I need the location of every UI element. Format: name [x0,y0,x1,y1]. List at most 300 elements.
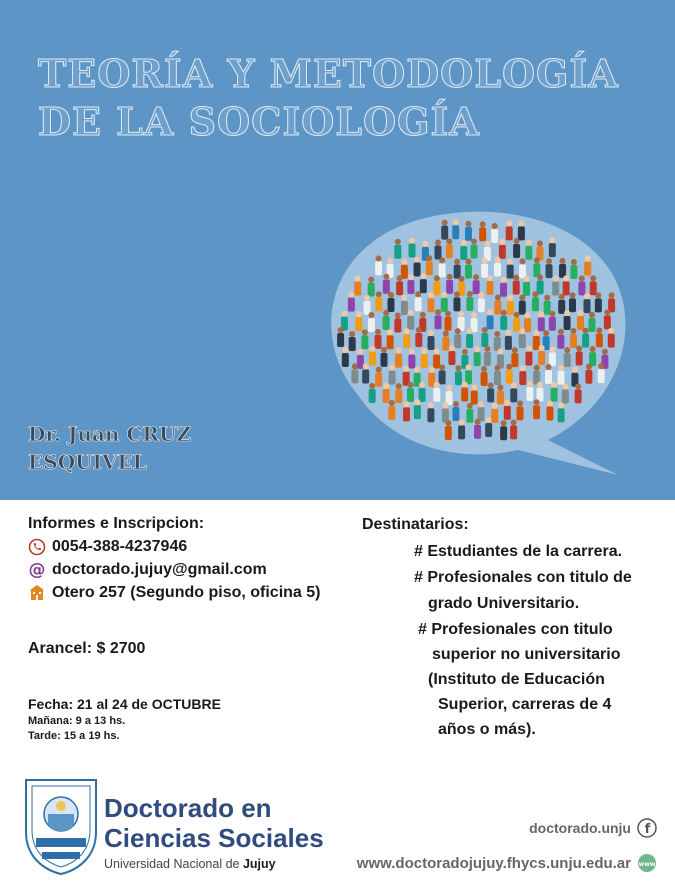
crowd-person-body [494,263,501,277]
crowd-person-body [403,334,410,348]
crowd-person-head [445,311,451,317]
crowd-person-head [563,275,569,281]
crowd-person-head [537,274,543,280]
crowd-person-head [445,420,451,426]
crowd-person-body [414,262,421,276]
crowd-person-body [491,229,498,243]
crowd-person-body [395,389,402,403]
phone-row [28,535,320,558]
crowd-person-head [572,367,578,373]
crowd-person-head [482,327,488,333]
crowd-person-head [519,295,525,301]
audience-line: grado Universitario. [428,595,580,612]
program-name-line1: Doctorado en [104,793,272,823]
address-row [28,581,320,604]
crowd-person-body [582,334,589,348]
crowd-person-body [546,406,553,420]
crowd-person-body [428,336,435,350]
crowd-person-body [524,318,531,332]
crowd-person-body [500,426,507,440]
crowd-person-head [608,328,614,334]
crowd-person-body [497,390,504,404]
crowd-person-head [558,365,564,371]
crowd-person-body [427,298,434,312]
crowd-person-body [454,265,461,279]
crowd-person-body [518,226,525,240]
crowd-person-body [526,387,533,401]
crowd-person-body [348,298,355,312]
crowd-person-body [525,246,532,260]
crowd-person-body [351,369,358,383]
crowd-person-head [585,256,591,262]
crowd-person-body [510,425,517,439]
crowd-person-head [404,328,410,334]
crowd-person-body [364,301,371,315]
crowd-person-head [389,365,395,371]
crowd-person-head [537,382,543,388]
crowd-person-body [383,316,390,330]
crowd-person-head [396,383,402,389]
crowd-person-body [439,263,446,277]
crowd-person-head [389,400,395,406]
crowd-person-head [506,364,512,370]
crowd-person-head [453,219,459,225]
crowd-person-body [368,318,375,332]
crowd-person-head [598,363,604,369]
crowd-person-head [488,382,494,388]
crowd-person-body [576,351,583,365]
crowd-person-body [375,261,382,275]
crowd-person-head [532,291,538,297]
crowd-person-head [434,348,440,354]
crowd-person-body [546,264,553,278]
crowd-person-body [387,335,394,349]
crowd-person-head [387,329,393,335]
crowd-person-head [551,382,557,388]
crowd-person-body [519,334,526,348]
crowd-person-head [428,330,434,336]
crowd-person-head [455,365,461,371]
crowd-person-body [486,281,493,295]
at-icon [28,561,46,579]
crowd-person-head [368,312,374,318]
crowd-person-body [403,407,410,421]
crowd-person-head [513,275,519,281]
crowd-person-head [526,346,532,352]
crowd-person-body [433,281,440,295]
crowd-person-head [564,310,570,316]
crowd-person-head [465,259,471,265]
crowd-person-body [394,245,401,259]
crowd-person-head [395,239,401,245]
author-line2: ESQUIVEL [28,450,147,474]
crowd-person-body [519,301,526,315]
crowd-person-head [559,294,565,300]
crowd-person-body [383,280,390,294]
crowd-person-head [461,240,467,246]
crowd-person-head [570,328,576,334]
crowd-person-head [383,274,389,280]
crowd-person-head [428,402,434,408]
crowd-person-head [342,347,348,353]
crowd-person-body [608,334,615,348]
crowd-person-body [426,261,433,275]
crowd-person-body [525,352,532,366]
crowd-person-body [407,280,414,294]
crowd-person-body [484,352,491,366]
crowd-person-head [547,400,553,406]
crowd-person-body [558,408,565,422]
crowd-person-head [504,400,510,406]
crowd-person-head [519,328,525,334]
crowd-person-head [575,383,581,389]
crowd-person-head [497,348,503,354]
crowd-person-head [494,331,500,337]
author-name [28,420,191,476]
crowd-person-head [487,309,493,315]
crowd-person-head [368,277,374,283]
crowd-person-body [549,243,556,257]
crowd-person-body [474,352,481,366]
crowd-person-body [395,354,402,368]
crowd-person-body [507,301,514,315]
crowd-person-body [487,388,494,402]
crowd-person-head [478,292,484,298]
crowd-person-body [538,317,545,331]
crowd-person-body [513,318,520,332]
crowd-person-body [523,282,530,296]
crowd-person-head [419,382,425,388]
crowd-person-head [558,402,564,408]
www-icon[interactable] [637,853,657,873]
crowd-person-body [396,281,403,295]
crowd-person-body [454,334,461,348]
crowd-person-body [577,316,584,330]
crowd-person-body [375,373,382,387]
crowd-person-head [511,382,517,388]
crowd-person-head [546,258,552,264]
crowd-person-head [492,223,498,229]
crowd-person-head [602,349,608,355]
crowd-person-head [486,417,492,423]
crowd-person-body [552,281,559,295]
crowd-person-head [520,258,526,264]
crowd-person-head [376,255,382,261]
email-row [28,558,320,581]
crowd-person-head [401,259,407,265]
crowd-person-body [387,298,394,312]
crowd-person-head [426,255,432,261]
crowd-person-head [465,221,471,227]
crowd-person-body [446,244,453,258]
crowd-person-head [356,311,362,317]
crowd-person-body [407,316,414,330]
crowd-person-head [422,241,428,247]
crowd-person-head [560,258,566,264]
crowd-person-body [452,407,459,421]
crowd-person-body [510,388,517,402]
crowd-person-body [435,315,442,329]
morning-hours: Mañana: 9 a 13 hs. [28,715,126,727]
crowd-person-body [481,333,488,347]
crowd-person-body [388,406,395,420]
crowd-person-body [433,388,440,402]
crowd-person-body [473,280,480,294]
crowd-person-body [434,246,441,260]
crowd-person-body [562,390,569,404]
crowd-person-body [349,337,356,351]
crowd-person-head [407,382,413,388]
crowd-person-body [389,371,396,385]
audience-line: años o más). [438,721,536,738]
crowd-person-body [401,301,408,315]
crowd-person-head [434,275,440,281]
crowd-person-head [357,349,363,355]
crowd-person-head [590,275,596,281]
program-name-line2: Ciencias Sociales [104,823,324,853]
svg-text:www: www [638,861,656,868]
crowd-person-head [454,259,460,265]
crowd-person-head [338,327,344,333]
crowd-person-head [388,292,394,298]
crowd-person-head [471,238,477,244]
crowd-person-body [474,425,481,439]
crowd-person-head [455,328,461,334]
crowd-person-head [473,274,479,280]
university-prefix: Universidad Nacional de [104,857,243,871]
contact-info [28,513,320,604]
crowd-person-head [514,312,520,318]
crowd-person-body [506,370,513,384]
university-name [104,855,324,873]
crowd-person-head [549,346,555,352]
crowd-person-body [478,298,485,312]
crowd-person-body [369,352,376,366]
crowd-person-head [609,292,615,298]
facebook-handle[interactable]: doctorado.unju [529,820,631,836]
crowd-person-body [595,298,602,312]
crowd-person-body [466,334,473,348]
crowd-person-head [534,257,540,263]
crowd-person-body [487,315,494,329]
crowd-person-body [342,353,349,367]
crowd-person-head [524,276,530,282]
crowd-person-body [337,333,344,347]
crowd-person-head [518,220,524,226]
audience-line: (Instituto de Educación [428,671,605,688]
crowd-person-body [578,281,585,295]
crowd-person-body [588,318,595,332]
crowd-person-body [414,405,421,419]
crowd-person-body [446,280,453,294]
crowd-person-head [484,241,490,247]
crowd-person-head [533,330,539,336]
crowd-person-head [564,347,570,353]
crowd-person-head [512,347,518,353]
crowd-person-body [408,244,415,258]
crowd-person-head [590,346,596,352]
crowd-person-body [519,264,526,278]
crowd-person-head [534,365,540,371]
crowd-person-head [421,348,427,354]
crowd-person-body [408,354,415,368]
crowd-person-body [590,281,597,295]
crowd-person-head [596,327,602,333]
crowd-person-head [348,292,354,298]
crowd-person-body [564,316,571,330]
crowd-person-body [500,283,507,297]
crowd-person-body [513,281,520,295]
crowd-person-body [383,389,390,403]
crowd-person-head [553,275,559,281]
crowd-person-head [443,331,449,337]
phone-number[interactable]: 0054-388-4237946 [52,538,188,555]
crowd-person-body [584,262,591,276]
audience-line: # Estudiantes de la carrera. [414,543,623,560]
crowd-person-head [497,384,503,390]
crowd-person-head [471,385,477,391]
crowd-person-body [485,423,492,437]
crowd-person-body [507,265,514,279]
crowd-person-body [452,225,459,239]
course-date: Fecha: 21 al 24 de OCTUBRE [28,696,221,712]
crowd-person-body [494,371,501,385]
crowd-person-head [446,238,452,244]
crowd-person-body [519,371,526,385]
crowd-person-body [394,318,401,332]
crowd-person-head [534,399,540,405]
crowd-person-head [420,273,426,279]
crowd-person-body [517,406,524,420]
crowd-person-body [369,389,376,403]
crowd-person-head [349,331,355,337]
crowd-person-body [549,317,556,331]
crowd-person-head [408,310,414,316]
website-url[interactable]: www.doctoradojujuy.fhycs.unju.edu.ar [356,854,631,872]
crowd-person-head [414,256,420,262]
crowd-person-head [363,363,369,369]
crowd-person-body [380,353,387,367]
crowd-person-head [376,367,382,373]
crowd-person-body [421,354,428,368]
crowd-person-head [442,220,448,226]
crowd-person-body [420,279,427,293]
crowd-person-body [499,245,506,259]
crowd-person-head [429,367,435,373]
crowd-person-head [471,312,477,318]
crowd-person-head [604,309,610,315]
email-address[interactable]: doctorado.jujuy@gmail.com [52,561,267,578]
crowd-person-head [449,345,455,351]
contact-heading: Informes e Inscripcion: [28,515,205,532]
crowd-person-head [589,312,595,318]
crowd-person-head [466,364,472,370]
audience-heading: Destinatarios: [362,516,469,533]
crowd-person-body [448,351,455,365]
crowd-person-head [595,292,601,298]
crowd-person-body [570,265,577,279]
crowd-person-head [416,327,422,333]
crowd-person-head [397,275,403,281]
fee: Arancel: $ 2700 [28,640,146,657]
crowd-person-body [504,406,511,420]
crowd-person-body [433,354,440,368]
course-title-line2: DE LA SOCIOLOGÍA [38,99,480,144]
crowd-person-head [446,385,452,391]
crowd-person-body [598,369,605,383]
crowd-person-head [439,364,445,370]
crowd-person-body [500,316,507,330]
crowd-person-body [471,244,478,258]
crowd-person-head [409,348,415,354]
crowd-person-body [583,299,590,313]
crowd-person-head [517,400,523,406]
facebook-link[interactable] [529,818,657,838]
audience-line: # Profesionales con titulo de [414,569,632,586]
crowd-person-head [505,330,511,336]
crowd-person-head [370,346,376,352]
website-link[interactable] [357,853,657,873]
crowd-person-head [409,238,415,244]
crowd-person-head [341,311,347,317]
crowd-person-body [419,388,426,402]
crowd-person-body [466,409,473,423]
crowd-person-head [579,275,585,281]
crowd-person-head [501,310,507,316]
crowd-person-body [494,300,501,314]
crowd-person-head [401,295,407,301]
crowd-person-head [454,291,460,297]
building-icon [28,584,46,602]
crowd-person-head [441,292,447,298]
crowd-person-head [494,365,500,371]
crowd-person-head [501,277,507,283]
crowd-person-head [527,381,533,387]
crowd-person-body [506,226,513,240]
crowd-person-body [442,337,449,351]
crowd-person-body [511,353,518,367]
schedule [28,694,221,744]
crowd-person-body [461,387,468,401]
crowd-person-head [459,419,465,425]
crowd-person-body [458,425,465,439]
crowd-person-body [415,333,422,347]
crowd-person-head [408,274,414,280]
crowd-person-head [499,239,505,245]
crowd-person-head [403,366,409,372]
crowd-person-head [506,220,512,226]
crowd-person-head [544,295,550,301]
crowd-person-head [501,420,507,426]
crowd-person-body [453,297,460,311]
crowd-person-head [362,329,368,335]
crowd-person-body [491,409,498,423]
crowd-person-head [376,291,382,297]
crowd-person-head [383,310,389,316]
facebook-icon[interactable] [637,818,657,838]
crowd-person-head [364,295,370,301]
crowd-person-head [520,365,526,371]
crowd-person-head [482,258,488,264]
crowd-person-body [415,297,422,311]
crowd-speech-bubble-illustration [318,205,630,477]
crowd-person-head [462,349,468,355]
audience-line: Superior, carreras de 4 [438,696,612,713]
crowd-person-head [474,346,480,352]
crowd-person-head [525,312,531,318]
crowd-person-body [549,352,556,366]
svg-text:@: @ [28,560,46,579]
